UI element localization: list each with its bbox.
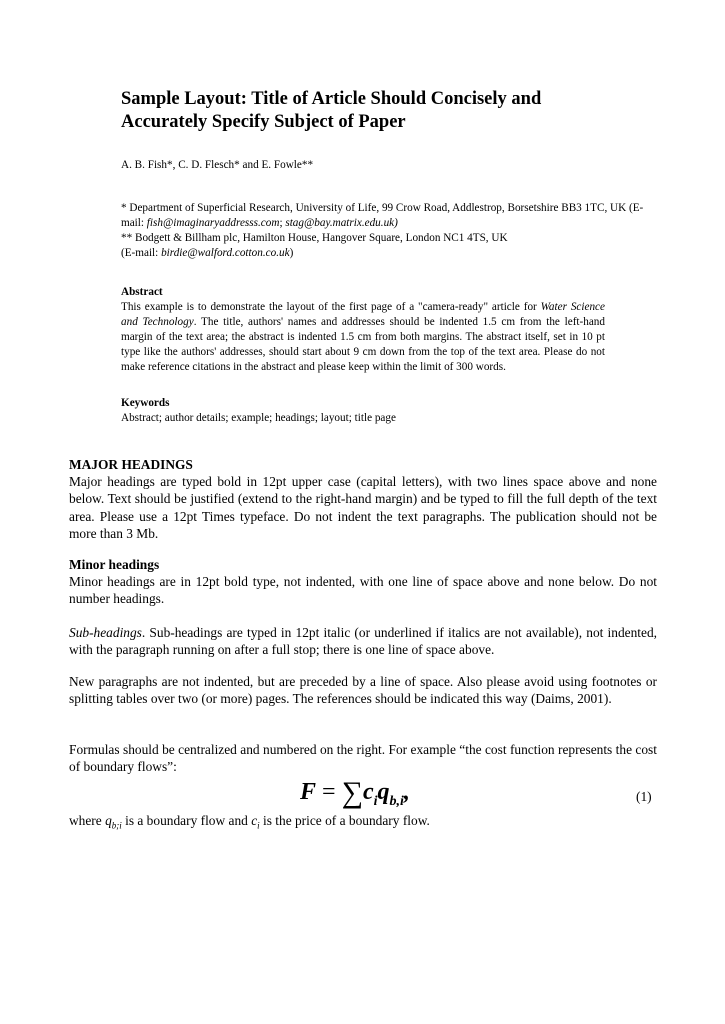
formula-equals: =	[322, 779, 336, 805]
affiliation-2-email	[121, 246, 661, 261]
where-c: c	[251, 813, 258, 828]
minor-headings-section	[69, 556, 657, 608]
abstract-heading: Abstract	[121, 286, 163, 298]
affiliation-2: ** Bodgett & Billham plc, Hamilton House, Hangover Square, London NC1 4TS, UK	[121, 232, 508, 244]
minor-text: Minor headings are in 12pt bold type, not indented, with one line of space above and none below. Do not number headings.	[69, 574, 657, 607]
formula-q: q	[377, 779, 390, 805]
affiliation-1	[121, 201, 661, 231]
keywords-section	[121, 396, 605, 426]
subheadings-paragraph	[69, 624, 657, 658]
journal-name: Water Science and Technology	[121, 301, 605, 328]
where-paragraph	[69, 812, 657, 835]
major-headings-section	[69, 456, 657, 542]
minor-heading: Minor headings	[69, 557, 160, 572]
major-heading: MAJOR HEADINGS	[69, 457, 193, 472]
equation-number: (1)	[636, 789, 652, 804]
where-c-subscript: i	[257, 820, 260, 831]
formula-c-subscript: i	[373, 793, 378, 809]
email-suffix: )	[289, 247, 294, 259]
summation-symbol: ∑	[341, 776, 363, 809]
affiliation-1-text: * Department of Superficial Research, University of Life, 99 Crow Road, Addlestrop, Borsetshire BB3 1TC, UK (E-mail:	[121, 202, 644, 229]
where-a: where	[69, 813, 106, 828]
article-title: Sample Layout: Title of Article Should Concisely and Accurately Specify Subject of Paper	[121, 89, 542, 132]
new-paragraphs-paragraph: New paragraphs are not indented, but are preceded by a line of space. Also please avoid using footnotes or splitting tables over two (or more) pages. The references should be indicated this way (Daims, 2001).	[69, 674, 657, 707]
formula-q-subscript: b,i	[389, 793, 404, 809]
email-stag: stag@bay.matrix.edu.uk)	[285, 217, 398, 229]
abstract-section	[121, 285, 605, 375]
abstract-text-a: This example is to demonstrate the layout of the first page of a "camera-ready" article for	[121, 301, 541, 313]
affiliations	[121, 201, 661, 261]
major-text: Major headings are typed bold in 12pt upper case (capital letters), with two lines space above and none below. Text should be justified (extend to the right-hand margin) and be typed to fill the full depth of the text area. Please use a 12pt Times typeface. Do not indent the text paragraphs. The publication should not be more than 3 Mb.	[69, 474, 657, 541]
email-birdie: birdie@walford.cotton.co.uk	[161, 247, 290, 259]
email-prefix: (E-mail:	[121, 247, 162, 259]
formula-c: c	[362, 779, 374, 805]
where-q-subscript: b;i	[111, 820, 122, 831]
keywords-text: Abstract; author details; example; headings; layout; title page	[121, 412, 396, 424]
email-separator: ;	[279, 217, 286, 229]
author-list: A. B. Fish*, C. D. Flesch* and E. Fowle**	[121, 159, 314, 171]
formula-lhs: F	[300, 779, 317, 805]
where-c-end: is the price of a boundary flow.	[259, 813, 430, 828]
formulas-paragraph: Formulas should be centralized and numbered on the right. For example “the cost function represents the cost of boundary flows”:	[69, 742, 657, 775]
equation-1	[300, 776, 410, 810]
keywords-heading: Keywords	[121, 397, 170, 409]
subheading-lead: Sub-headings	[69, 625, 142, 640]
where-q: q	[105, 813, 112, 828]
subheading-text: . Sub-headings are typed in 12pt italic (or underlined if italics are not available), not indented, with the paragraph running on after a full stop; there is one line of space above.	[69, 625, 657, 658]
abstract-text-b: . The title, authors' names and addresses should be indented 1.5 cm from the left-hand margin of the text area; the abstract is indented 1.5 cm from both margins. The abstract itself, set in 10 pt type like the authors' addresses, should start about 9 cm down from the top of the text area. Please do not make reference citations in the abstract and please keep within the limit of 300 words.	[121, 316, 605, 373]
where-b: is a boundary flow and	[121, 813, 252, 828]
email-fish: fish@imaginaryaddresss.com	[146, 217, 280, 229]
abstract-text	[121, 300, 605, 375]
formula-trail: ,	[403, 779, 410, 805]
